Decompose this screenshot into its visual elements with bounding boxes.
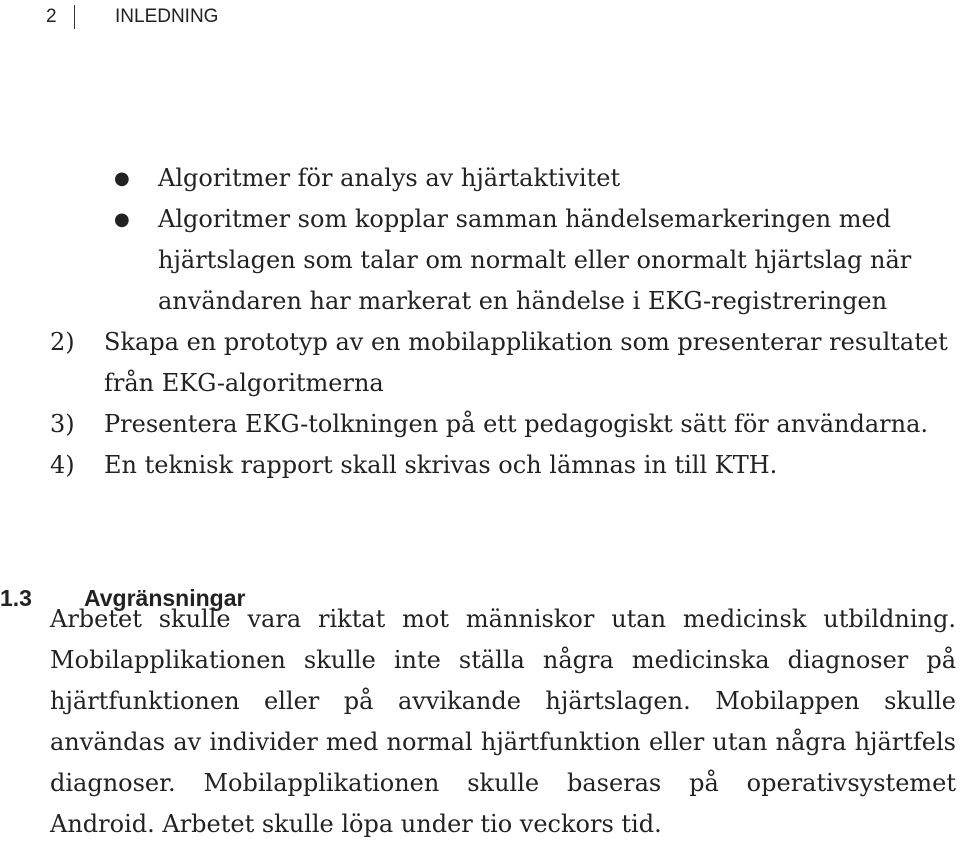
goal-number: 2) xyxy=(50,328,75,356)
section-title: Avgränsningar xyxy=(84,585,246,612)
goal-text: Skapa en prototyp av en mobilapplikation som presenterar resultatet från EKG-algoritmerna xyxy=(104,328,948,397)
page-number: 2 xyxy=(46,6,57,27)
bullet-list xyxy=(0,158,960,322)
goal-item xyxy=(0,445,960,486)
goal-text: En teknisk rapport skall skrivas och lämnas in till KTH. xyxy=(104,451,778,479)
goal-list xyxy=(0,322,960,486)
bullet-icon: ● xyxy=(114,209,130,230)
goal-text: Presentera EKG-tolkningen på ett pedagogiskt sätt för användarna. xyxy=(104,410,929,438)
bullet-item xyxy=(0,199,960,322)
section-body: Arbetet skulle vara riktat mot människor utan medicinsk utbildning. Mobilapplikationen skulle inte ställa några medicinska diagnoser på hjärtfunktionen eller på avvikande hjärtslagen. Mobilappen skulle användas av individer med normal hjärtfunktion eller utan några hjärtfels diagnoser. Mobilapplikationen skulle baseras på operativsystemet Android. Arbetet skulle löpa under tio veckors tid. xyxy=(50,605,956,838)
bullet-icon: ● xyxy=(114,168,130,189)
running-title: INLEDNING xyxy=(115,6,219,27)
goal-item xyxy=(0,404,960,445)
goal-number: 4) xyxy=(50,451,75,479)
bullet-text: Algoritmer som kopplar samman händelsemarkeringen med hjärtslagen som talar om normalt eller onormalt hjärtslag när användaren har markerat en händelse i EKG-registreringen xyxy=(158,205,912,315)
page-header xyxy=(46,4,218,30)
goal-number: 3) xyxy=(50,410,75,438)
goal-item xyxy=(0,322,960,404)
header-divider xyxy=(74,5,75,29)
section-number: 1.3 xyxy=(0,585,32,612)
bullet-text: Algoritmer för analys av hjärtaktivitet xyxy=(158,164,621,192)
bullet-item xyxy=(0,158,960,199)
